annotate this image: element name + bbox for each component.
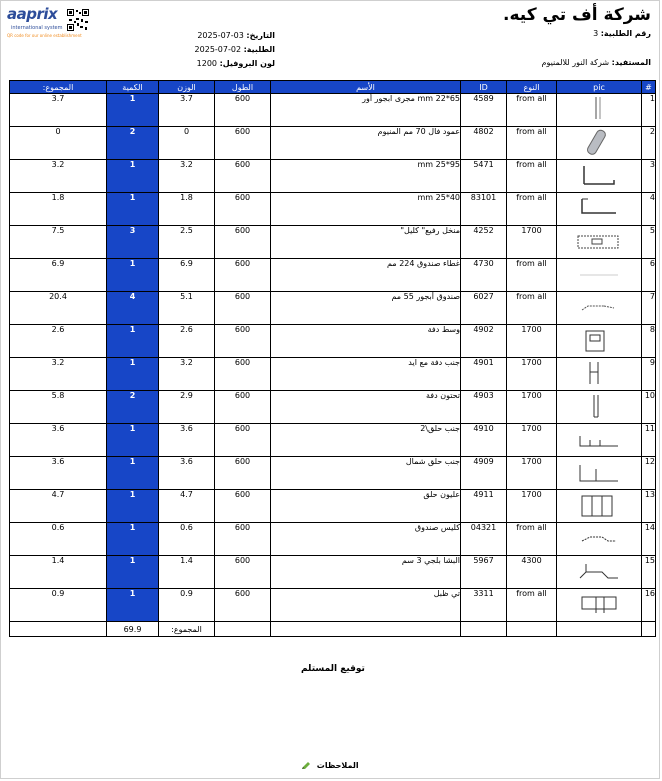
row-id: 4802 (461, 127, 507, 160)
row-name: غطاء صندوق 224 مم (271, 259, 461, 292)
row-picture (557, 490, 642, 523)
row-weight: 0.9 (159, 589, 215, 622)
header-pic: pic (557, 81, 642, 94)
row-total: 7.5 (10, 226, 107, 259)
table-row (10, 160, 656, 193)
row-name: 95*25 mm (271, 160, 461, 193)
row-quantity: 1 (107, 556, 159, 589)
row-index: 10 (642, 391, 656, 424)
sum-value: 69.9 (107, 622, 159, 637)
row-length: 600 (215, 490, 271, 523)
row-name: تحتون دفة (271, 391, 461, 424)
row-index: 3 (642, 160, 656, 193)
row-weight: 3.6 (159, 457, 215, 490)
row-total: 0.6 (10, 523, 107, 556)
row-quantity: 1 (107, 490, 159, 523)
row-type: from all (507, 589, 557, 622)
row-picture (557, 292, 642, 325)
table-row (10, 523, 656, 556)
row-length: 600 (215, 259, 271, 292)
row-id: 6027 (461, 292, 507, 325)
row-total: 6.9 (10, 259, 107, 292)
profile-drawing-icon (574, 292, 624, 322)
row-length: 600 (215, 292, 271, 325)
row-id: 5471 (461, 160, 507, 193)
row-type: from all (507, 94, 557, 127)
profile-drawing-icon (574, 94, 624, 124)
table-row (10, 424, 656, 457)
table-row (10, 358, 656, 391)
row-length: 600 (215, 94, 271, 127)
profile-drawing-icon (574, 424, 624, 454)
profile-color-label: لون البروفيل: (219, 59, 275, 68)
row-picture (557, 391, 642, 424)
row-quantity: 1 (107, 259, 159, 292)
sum-cell-empty (215, 622, 271, 637)
row-type: from all (507, 160, 557, 193)
header-total: المجموع: (10, 81, 107, 94)
row-total: 1.4 (10, 556, 107, 589)
row-index: 14 (642, 523, 656, 556)
row-id: 04321 (461, 523, 507, 556)
row-weight: 2.5 (159, 226, 215, 259)
row-index: 9 (642, 358, 656, 391)
row-length: 600 (215, 457, 271, 490)
row-total: 3.7 (10, 94, 107, 127)
row-length: 600 (215, 127, 271, 160)
row-weight: 2.9 (159, 391, 215, 424)
sum-cell-empty (507, 622, 557, 637)
row-picture (557, 556, 642, 589)
date-label: التاريخ: (246, 31, 275, 40)
order-number-value: 3 (593, 29, 599, 38)
row-id: 4910 (461, 424, 507, 457)
table-row (10, 94, 656, 127)
row-index: 2 (642, 127, 656, 160)
date-line (165, 29, 275, 43)
row-id: 5967 (461, 556, 507, 589)
row-id: 4909 (461, 457, 507, 490)
row-type: from all (507, 292, 557, 325)
table-row (10, 193, 656, 226)
row-picture (557, 226, 642, 259)
company-title: شركة أف تي كيه. (503, 5, 651, 25)
row-type: from all (507, 193, 557, 226)
row-total: 1.8 (10, 193, 107, 226)
profile-drawing-icon (574, 391, 624, 421)
row-picture (557, 94, 642, 127)
row-picture (557, 589, 642, 622)
row-name: جنب حلق\2 (271, 424, 461, 457)
row-weight: 3.2 (159, 358, 215, 391)
qr-code-icon (67, 9, 89, 31)
row-quantity: 1 (107, 358, 159, 391)
header-type: النوع (507, 81, 557, 94)
sum-cell-empty (10, 622, 107, 637)
row-length: 600 (215, 556, 271, 589)
row-type: 1700 (507, 391, 557, 424)
row-picture (557, 160, 642, 193)
row-type: 4300 (507, 556, 557, 589)
row-quantity: 1 (107, 94, 159, 127)
header-name: الأسم (271, 81, 461, 94)
profile-drawing-icon (574, 556, 624, 586)
row-index: 1 (642, 94, 656, 127)
row-total: 3.2 (10, 358, 107, 391)
sum-cell-empty (461, 622, 507, 637)
row-name: البشا بلجي 3 سم (271, 556, 461, 589)
pencil-icon (301, 762, 311, 770)
beneficiary-label: المستفيد: (611, 58, 651, 67)
table-row (10, 127, 656, 160)
row-quantity: 4 (107, 292, 159, 325)
row-name: منخل رفيع" كليل" (271, 226, 461, 259)
profile-drawing-icon (574, 193, 624, 223)
table-row (10, 325, 656, 358)
profile-drawing-icon (574, 127, 624, 157)
logo-subtagline: QR code for our online establishment (7, 33, 82, 38)
table-row (10, 589, 656, 622)
table-row (10, 457, 656, 490)
row-quantity: 2 (107, 127, 159, 160)
row-id: 4902 (461, 325, 507, 358)
order-date-line (165, 43, 275, 57)
beneficiary-value: شركة النور للالمنيوم (541, 58, 610, 67)
row-index: 7 (642, 292, 656, 325)
row-total: 2.6 (10, 325, 107, 358)
profile-color-line (165, 57, 275, 71)
table-row (10, 226, 656, 259)
date-value: 03-07-2025 (197, 31, 244, 40)
row-name: عليون حلق (271, 490, 461, 523)
row-name: عمود فال 70 مم المنيوم (271, 127, 461, 160)
row-length: 600 (215, 589, 271, 622)
logo-brand: aaprix (7, 5, 58, 23)
row-weight: 6.9 (159, 259, 215, 292)
row-quantity: 1 (107, 325, 159, 358)
order-number-label: رقم الطلبية: (600, 29, 651, 38)
items-table (9, 80, 656, 637)
table-row (10, 556, 656, 589)
row-quantity: 3 (107, 226, 159, 259)
row-length: 600 (215, 193, 271, 226)
row-total: 3.2 (10, 160, 107, 193)
row-index: 8 (642, 325, 656, 358)
row-index: 4 (642, 193, 656, 226)
row-name: جنب حلق شمال (271, 457, 461, 490)
profile-drawing-icon (574, 325, 624, 355)
header-index: # (642, 81, 656, 94)
row-picture (557, 523, 642, 556)
row-index: 15 (642, 556, 656, 589)
row-picture (557, 457, 642, 490)
row-weight: 0 (159, 127, 215, 160)
row-id: 3311 (461, 589, 507, 622)
row-total: 5.8 (10, 391, 107, 424)
row-weight: 1.4 (159, 556, 215, 589)
row-length: 600 (215, 391, 271, 424)
row-length: 600 (215, 358, 271, 391)
row-length: 600 (215, 226, 271, 259)
row-name: وسط دفة (271, 325, 461, 358)
row-index: 5 (642, 226, 656, 259)
row-picture (557, 424, 642, 457)
order-meta (165, 29, 275, 71)
row-weight: 3.2 (159, 160, 215, 193)
beneficiary (542, 58, 651, 67)
row-quantity: 1 (107, 457, 159, 490)
row-type: 1700 (507, 325, 557, 358)
profile-drawing-icon (574, 523, 624, 553)
header-id: ID (461, 81, 507, 94)
row-total: 20.4 (10, 292, 107, 325)
order-date-value: 02-07-2025 (194, 45, 242, 54)
row-total: 0.9 (10, 589, 107, 622)
row-total: 4.7 (10, 490, 107, 523)
row-name: 40*25 mm (271, 193, 461, 226)
row-type: from all (507, 523, 557, 556)
row-weight: 4.7 (159, 490, 215, 523)
row-length: 600 (215, 160, 271, 193)
row-quantity: 1 (107, 160, 159, 193)
profile-color-value: 1200 (196, 59, 218, 68)
notes-label: الملاحظات (316, 761, 359, 770)
row-weight: 0.6 (159, 523, 215, 556)
profile-drawing-icon (574, 259, 624, 289)
row-length: 600 (215, 325, 271, 358)
row-type: from all (507, 127, 557, 160)
row-quantity: 1 (107, 589, 159, 622)
row-type: from all (507, 259, 557, 292)
row-id: 4252 (461, 226, 507, 259)
row-id: 4901 (461, 358, 507, 391)
row-id: 4911 (461, 490, 507, 523)
row-length: 600 (215, 523, 271, 556)
table-row (10, 391, 656, 424)
sum-label: المجموع: (159, 622, 215, 637)
row-weight: 3.7 (159, 94, 215, 127)
header-quantity: الكمية (107, 81, 159, 94)
header-weight: الوزن (159, 81, 215, 94)
order-number (593, 29, 651, 38)
profile-drawing-icon (574, 226, 624, 256)
row-quantity: 1 (107, 193, 159, 226)
row-id: 4730 (461, 259, 507, 292)
receiver-signature: توقيع المستلم (301, 664, 365, 674)
table-row (10, 292, 656, 325)
row-type: 1700 (507, 490, 557, 523)
row-weight: 3.6 (159, 424, 215, 457)
row-index: 6 (642, 259, 656, 292)
order-date-label: الطلبية: (243, 45, 275, 54)
profile-drawing-icon (574, 457, 624, 487)
row-picture (557, 325, 642, 358)
row-type: 1700 (507, 457, 557, 490)
row-total: 0 (10, 127, 107, 160)
row-picture (557, 193, 642, 226)
sum-row (10, 622, 656, 637)
table-row (10, 490, 656, 523)
row-quantity: 2 (107, 391, 159, 424)
row-name: كليس صندوق (271, 523, 461, 556)
logo-tagline: international system (11, 25, 63, 31)
sum-cell-empty (642, 622, 656, 637)
profile-drawing-icon (574, 490, 624, 520)
row-id: 83101 (461, 193, 507, 226)
row-picture (557, 259, 642, 292)
row-picture (557, 358, 642, 391)
row-type: 1700 (507, 424, 557, 457)
notes (301, 761, 359, 770)
profile-drawing-icon (574, 589, 624, 619)
row-quantity: 1 (107, 424, 159, 457)
row-quantity: 1 (107, 523, 159, 556)
row-type: 1700 (507, 358, 557, 391)
row-weight: 5.1 (159, 292, 215, 325)
profile-drawing-icon (574, 358, 624, 388)
row-picture (557, 127, 642, 160)
row-weight: 1.8 (159, 193, 215, 226)
row-weight: 2.6 (159, 325, 215, 358)
row-name: جنب دفة مع ايد (271, 358, 461, 391)
row-name: 65*22 mm مجرى ابجور أور (271, 94, 461, 127)
table-header-row (10, 81, 656, 94)
row-index: 16 (642, 589, 656, 622)
sum-cell-empty (557, 622, 642, 637)
row-type: 1700 (507, 226, 557, 259)
row-index: 12 (642, 457, 656, 490)
row-id: 4903 (461, 391, 507, 424)
row-name: تي ظبل (271, 589, 461, 622)
row-length: 600 (215, 424, 271, 457)
table-row (10, 259, 656, 292)
profile-drawing-icon (574, 160, 624, 190)
row-total: 3.6 (10, 457, 107, 490)
row-id: 4589 (461, 94, 507, 127)
row-index: 13 (642, 490, 656, 523)
row-index: 11 (642, 424, 656, 457)
sum-cell-empty (271, 622, 461, 637)
row-total: 3.6 (10, 424, 107, 457)
header-length: الطول (215, 81, 271, 94)
company-logo (7, 5, 89, 49)
row-name: صندوق أبجور 55 مم (271, 292, 461, 325)
